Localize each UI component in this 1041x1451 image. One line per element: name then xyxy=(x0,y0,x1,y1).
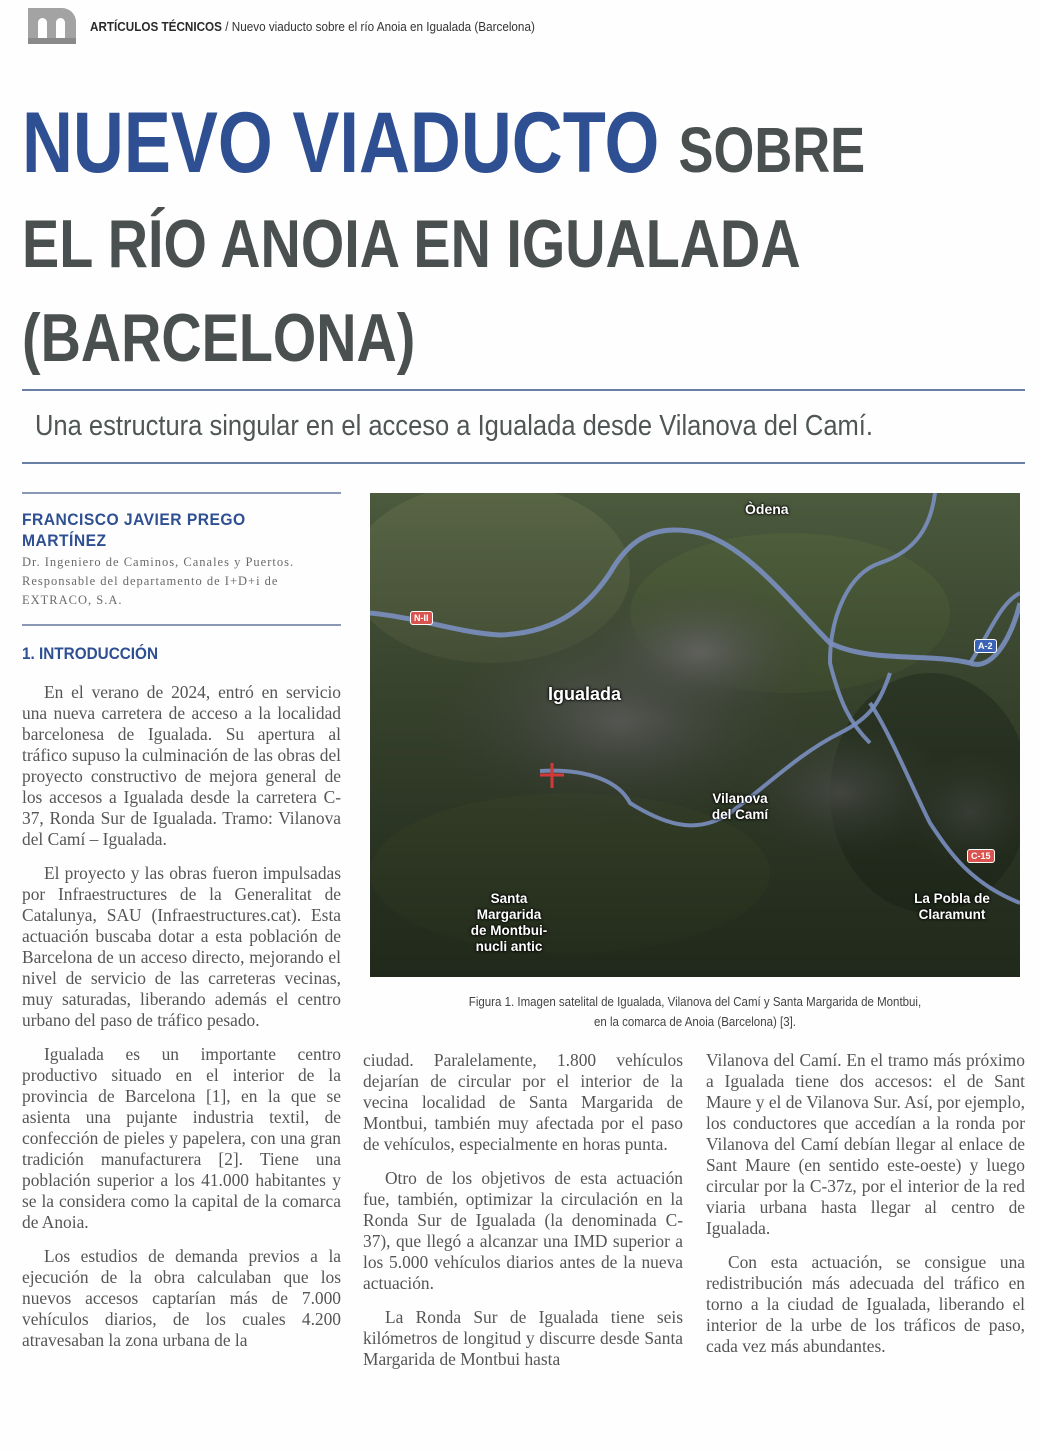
map-label-la-pobla: La Pobla de Claramunt xyxy=(914,891,990,922)
author-rule-bottom xyxy=(22,624,341,626)
body-column-1 xyxy=(22,682,341,1364)
title-line-2: EL RÍO ANOIA EN IGUALADA xyxy=(22,206,801,282)
article-title xyxy=(22,95,866,385)
breadcrumb-article: Nuevo viaducto sobre el río Anoia en Igualada (Barcelona) xyxy=(231,18,535,34)
breadcrumb xyxy=(90,19,535,34)
paragraph: Otro de los objetivos de esta actuación fue, también, optimizar la circulación en la Ronda Sur de Igualada (la denominada C-37), que llegó a alcanzar una IMD superior a los 5.000 vehículos diarios antes de la nueva actuación. xyxy=(363,1168,683,1293)
title-word-sobre: SOBRE xyxy=(678,114,866,186)
author-block xyxy=(22,492,341,664)
road-shield-a2: A-2 xyxy=(974,639,997,653)
road-shield-c15: C-15 xyxy=(967,849,995,863)
body-column-2 xyxy=(363,1050,683,1383)
title-line-3: (BARCELONA) xyxy=(22,300,416,376)
paragraph: Vilanova del Camí. En el tramo más próximo a Igualada tiene dos accesos: el de Sant Maure y el de Vilanova Sur. Así, por ejemplo, los conductores que accedían a la ronda por Vilanova del Camí debían llegar al enlace de Sant Maure (en sentido este-oeste) y luego circular por la C-37z, por el interior de la red viaria urbana hasta llegar al centro de Igualada. xyxy=(706,1050,1025,1238)
paragraph: En el verano de 2024, entró en servicio una nueva carretera de acceso a la localidad barcelonesa de Igualada. Su apertura al tráfico supuso la culminación de las obras del proyecto constructivo de mejora general de los accesos a Igualada desde la carretera C-37, Ronda Sur de Igualada. Tramo: Vilanova del Camí – Igualada. xyxy=(22,682,341,849)
author-name: FRANCISCO JAVIER PREGO MARTÍNEZ xyxy=(22,510,246,550)
breadcrumb-section: ARTÍCULOS TÉCNICOS xyxy=(90,18,222,34)
paragraph: Igualada es un importante centro productivo situado en el interior de la provincia de Barcelona [1], en la que se asienta una pujante industria textil, de confección de pieles y papelera, con una gran tradición manufacturera [2]. Tiene una población superior a los 41.000 habitantes y se la considera como la capital de la comarca de Anoia. xyxy=(22,1044,341,1232)
author-rule-top xyxy=(22,492,341,494)
breadcrumb-separator: / xyxy=(225,18,229,34)
divider-bottom xyxy=(22,462,1025,464)
map-label-igualada: Igualada xyxy=(548,684,622,704)
map-label-odena: Òdena xyxy=(745,501,789,517)
title-highlight: NUEVO VIADUCTO xyxy=(22,95,660,191)
map-label-santa-margarida: Santa Margarida de Montbui-nucli antic xyxy=(470,891,548,954)
paragraph: ciudad. Paralelamente, 1.800 vehículos dejarían de circular por el interior de la vecina localidad de Santa Margarida de Montbui, también muy afectada por el paso de vehículos, especialmente en horas punta. xyxy=(363,1050,683,1154)
caption-line-1: Figura 1. Imagen satelital de Igualada, Vilanova del Camí y Santa Margarida de Montbui, xyxy=(468,995,922,1009)
map-label-vilanova: Vilanova del Camí xyxy=(711,791,769,822)
paragraph: Los estudios de demanda previos a la ejecución de la obra calculaban que los nuevos accesos captarían más de 7.000 vehículos diarios, de los cuales 4.200 atravesaban la zona urbana de la xyxy=(22,1246,341,1350)
road-shield-n2: N-II xyxy=(410,611,433,625)
section-heading: 1. INTRODUCCIÓN xyxy=(22,644,159,663)
caption-line-2: en la comarca de Anoia (Barcelona) [3]. xyxy=(593,1015,796,1029)
paragraph: Con esta actuación, se consigue una redistribución más adecuada del tráfico en torno a la ciudad de Igualada, liberando el interior de la urbe de los tráficos de paso, cada vez más abundantes. xyxy=(706,1252,1025,1356)
paragraph: La Ronda Sur de Igualada tiene seis kilómetros de longitud y discurre desde Santa Margarida de Montbui hasta xyxy=(363,1307,683,1369)
divider-top xyxy=(22,389,1025,391)
running-header xyxy=(28,8,584,44)
magazine-logo xyxy=(28,8,76,44)
article-subtitle: Una estructura singular en el acceso a Igualada desde Vilanova del Camí. xyxy=(35,410,873,442)
figure-caption xyxy=(396,992,994,1032)
paragraph: El proyecto y las obras fueron impulsadas por Infraestructures de la Generalitat de Catalunya, SAU (Infraestructures.cat). Esta actuación buscaba dotar a esta población de Barcelona de un acceso directo, mejorando el nivel de servicio de las carreteras vecinas, muy saturadas, liberando además el centro urbano del paso de tráfico pesado. xyxy=(22,863,341,1030)
author-affiliation: Dr. Ingeniero de Caminos, Canales y Puertos. Responsable del departamento de I+D+i de EXTRACO, S.A. xyxy=(22,555,295,607)
body-column-3 xyxy=(706,1050,1025,1370)
satellite-map-figure xyxy=(370,493,1020,977)
